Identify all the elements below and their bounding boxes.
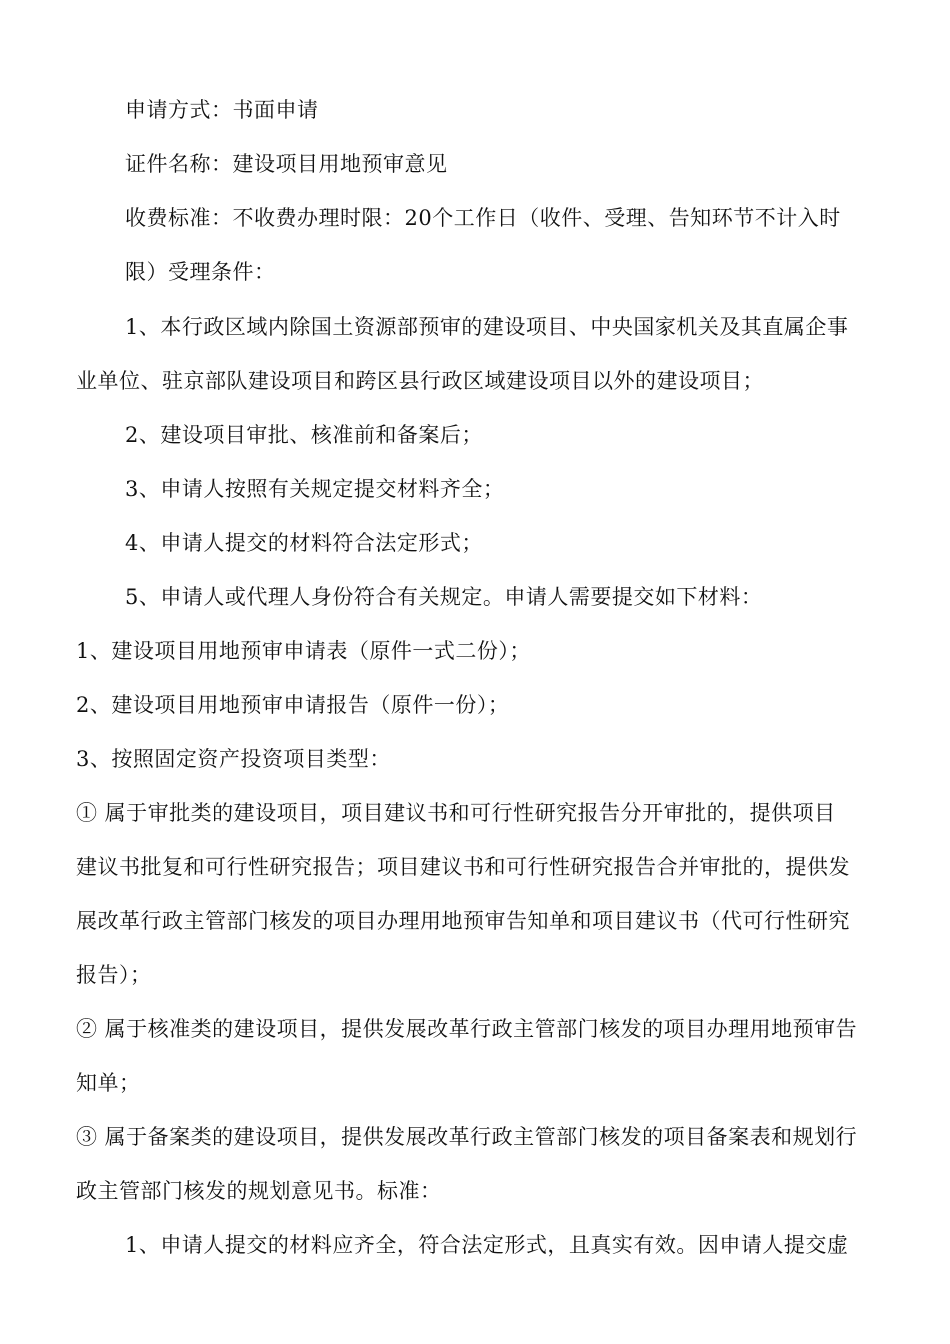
text-line-condition-1: 1、本行政区域内除国土资源部预审的建设项目、中央国家机关及其直属企事 <box>125 315 849 339</box>
text-line-condition-5: 5、申请人或代理人身份符合有关规定。申请人需要提交如下材料： <box>125 585 763 609</box>
text-line-approval-type-cont-3: 报告）； <box>76 963 152 987</box>
text-line-material-1: 1、建设项目用地预审申请表（原件一式二份）； <box>76 639 531 663</box>
text-line-filing-type: ③ 属于备案类的建设项目，提供发展改革行政主管部门核发的项目备案表和规划行 <box>76 1125 858 1149</box>
text-line-condition-3: 3、申请人按照有关规定提交材料齐全； <box>125 477 505 501</box>
text-line-verification-type: ② 属于核准类的建设项目，提供发展改革行政主管部门核发的项目办理用地预审告 <box>76 1017 858 1041</box>
text-line-material-2: 2、建设项目用地预审申请报告（原件一份）； <box>76 693 510 717</box>
text-line-verification-type-cont: 知单； <box>76 1071 141 1095</box>
text-line-condition-1-cont: 业单位、驻京部队建设项目和跨区县行政区域建设项目以外的建设项目； <box>76 369 764 393</box>
text-line-condition-2: 2、建设项目审批、核准前和备案后； <box>125 423 483 447</box>
text-line-fee-standard: 收费标准：不收费办理时限：20个工作日（收件、受理、告知环节不计入时 <box>125 206 841 230</box>
text-line-apply-method: 申请方式：书面申请 <box>125 98 319 122</box>
text-line-standard-1: 1、申请人提交的材料应齐全，符合法定形式，且真实有效。因申请人提交虚 <box>125 1233 849 1257</box>
text-line-material-3: 3、按照固定资产投资项目类型： <box>76 747 391 771</box>
text-line-approval-type-cont-2: 展改革行政主管部门核发的项目办理用地预审告知单和项目建议书（代可行性研究 <box>76 909 850 933</box>
text-line-condition-4: 4、申请人提交的材料符合法定形式； <box>125 531 483 555</box>
text-line-filing-type-cont: 政主管部门核发的规划意见书。标准： <box>76 1179 442 1203</box>
text-line-cert-name: 证件名称：建设项目用地预审意见 <box>125 152 448 176</box>
text-line-approval-type-cont-1: 建议书批复和可行性研究报告；项目建议书和可行性研究报告合并审批的，提供发 <box>76 855 850 879</box>
text-line-approval-type: ① 属于审批类的建设项目，项目建议书和可行性研究报告分开审批的，提供项目 <box>76 801 836 825</box>
text-line-acceptance-conditions: 限）受理条件： <box>125 260 276 284</box>
